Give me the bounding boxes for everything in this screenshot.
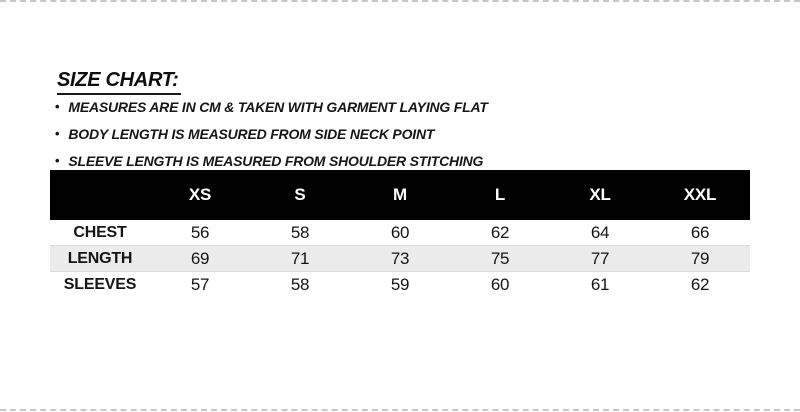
measurement-cell: 75 (450, 246, 550, 272)
size-table-header-row (50, 170, 750, 220)
measurement-cell: 60 (490, 274, 510, 294)
measurement-cell: 69 (150, 246, 250, 272)
measurement-cell: 64 (590, 222, 610, 242)
note-item (55, 121, 488, 148)
measurement-cell: 58 (290, 222, 310, 242)
corner-cell (50, 170, 150, 220)
measurement-cell: 73 (350, 246, 450, 272)
table-row (50, 220, 750, 246)
size-table (50, 170, 750, 297)
size-column-header: XS (150, 170, 250, 220)
measurement-cell: 58 (290, 274, 310, 294)
measurement-notes-list (55, 94, 488, 175)
note-text: BODY LENGTH IS MEASURED FROM SIDE NECK POINT (68, 126, 435, 142)
size-table-header (50, 170, 750, 220)
size-table-body (50, 220, 750, 297)
size-column-header: L (450, 170, 550, 220)
note-text: SLEEVE LENGTH IS MEASURED FROM SHOULDER STITCHING (68, 153, 484, 169)
measurement-cell: 61 (590, 274, 610, 294)
measurement-cell: 62 (490, 222, 510, 242)
measurement-cell: 57 (190, 274, 210, 294)
measurement-cell: 66 (690, 222, 710, 242)
size-column-header: XL (550, 170, 650, 220)
row-label: CHEST (73, 223, 127, 241)
bullet-icon: • (55, 99, 60, 114)
page-bottom-dashed-edge (0, 409, 800, 411)
size-column-header: M (350, 170, 450, 220)
size-chart-title: SIZE CHART: (57, 69, 181, 95)
bullet-icon: • (55, 153, 60, 168)
page-top-dashed-edge (0, 0, 800, 2)
measurement-cell: 79 (650, 246, 750, 272)
table-row (50, 272, 750, 298)
note-text: MEASURES ARE IN CM & TAKEN WITH GARMENT LAYING FLAT (68, 99, 488, 115)
measurement-cell: 77 (550, 246, 650, 272)
measurement-cell: 71 (250, 246, 350, 272)
size-column-header: XXL (650, 170, 750, 220)
row-label: SLEEVES (63, 275, 137, 293)
measurement-cell: 60 (390, 222, 410, 242)
measurement-cell: 59 (390, 274, 410, 294)
size-column-header: S (250, 170, 350, 220)
measurement-cell: 62 (690, 274, 710, 294)
bullet-icon: • (55, 126, 60, 141)
table-row (50, 246, 750, 272)
note-item (55, 94, 488, 121)
row-label: LENGTH (50, 246, 150, 272)
measurement-cell: 56 (190, 222, 210, 242)
